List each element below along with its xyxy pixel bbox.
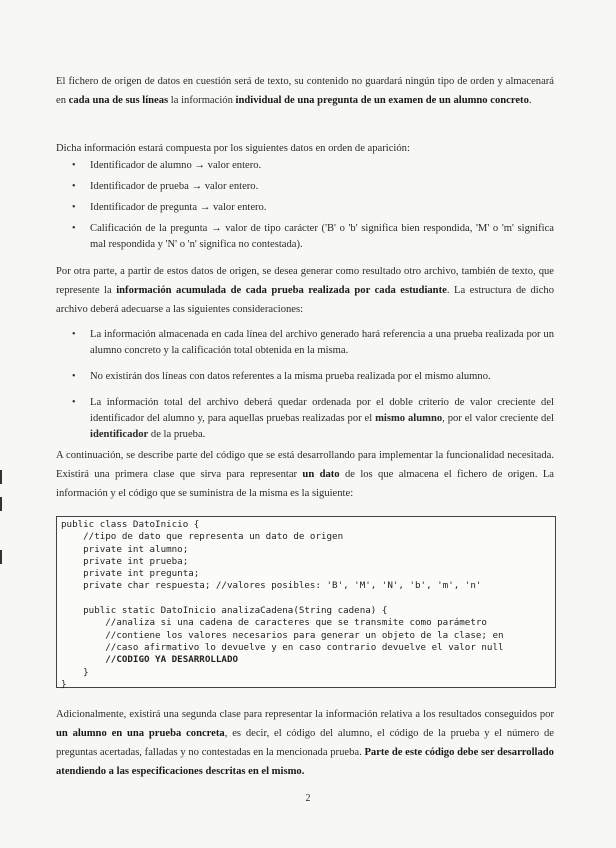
list-item: • Identificador de alumno → valor entero.: [56, 158, 554, 174]
code-comment-developed: //CODIGO YA DESARROLLADO: [61, 654, 239, 666]
list-item: • Identificador de prueba → valor entero.: [56, 179, 554, 195]
list-item: • Calificación de la pregunta → valor de tipo carácter ('B' o 'b' significa bien respondida, 'M' o 'm' significa mal respondida y 'N' o 'n' significa no contestada).: [56, 221, 554, 253]
paragraph-second-class: Adicionalmente, existirá una segunda clase para representar la información relativa a los resultados conseguidos por un alumno en una prueba concreta, es decir, el código del alumno, el código de la prueba y el número de preguntas acertadas, falladas y no contestadas en la mencionada prueba. Parte de este código debe ser desarrollado atendiendo a las especificaciones descritas en el mismo.: [56, 709, 554, 777]
bold-phrase: Parte de este código debe ser desarrollado atendiendo a las especificaciones descritas en el mismo.: [56, 747, 554, 777]
margin-mark: [0, 550, 2, 564]
bold-phrase: información acumulada de cada prueba realizada por cada estudiante: [116, 285, 447, 296]
paragraph-data-fields: Dicha información estará compuesta por los siguientes datos en orden de aparición:: [56, 143, 410, 154]
page-number: 2: [305, 793, 311, 804]
margin-mark: [0, 497, 2, 511]
list-item: • Identificador de pregunta → valor entero.: [56, 200, 554, 216]
list-item: • La información total del archivo deberá quedar ordenada por el doble criterio de valor creciente del identificador del alumno y, para aquellas pruebas realizadas por el mismo alumno, por el valor creciente del identificador de la prueba.: [56, 395, 554, 443]
code-listing: [56, 516, 556, 688]
bold-phrase: un dato: [302, 469, 340, 480]
paragraph-origin-file: El fichero de origen de datos en cuestión será de texto, su contenido no guardará ningún tipo de orden y almacenará en cada una de sus líneas la información individual de una pregunta de un examen de un alumno concreto.: [56, 76, 554, 106]
list-item: • No existirán dos líneas con datos referentes a la misma prueba realizada por el mismo alumno.: [56, 369, 554, 385]
bold-phrase: un alumno en una prueba concreta: [56, 728, 225, 739]
considerations-list: [56, 327, 554, 443]
paragraph-result-file: Por otra parte, a partir de estos datos de origen, se desea generar como resultado otro archivo, también de texto, que represente la información acumulada de cada prueba realizada por cada estudiante. La estructura de dicho archivo deberá adecuarse a las siguientes consideraciones:: [56, 266, 554, 315]
code-block: public class DatoInicio { //tipo de dato que representa un dato de origen private int alumno; private int prueba; private int pregunta; private char respuesta; //valores posibles: 'B', 'M', 'N', 'b', 'm', 'n' public static DatoInicio analizaCadena(String cadena) { //analiza si una cadena de caracteres que se transmite como parámetro //contiene los valores necesarios para generar un objeto de la clase; en //caso afirmativo lo devuelve y en caso contrario devuelve el valor null //CODIGO YA DESARROLLADO } }: [61, 519, 504, 690]
bold-phrase: cada una de sus líneas: [68, 95, 169, 106]
bold-phrase: identificador: [90, 429, 149, 440]
bold-phrase: mismo alumno: [375, 413, 443, 424]
bold-phrase: individual de una pregunta de un examen de un alumno concreto: [235, 95, 529, 106]
margin-mark: [0, 470, 2, 484]
list-item: • La información almacenada en cada línea del archivo generado hará referencia a una prueba realizada por un alumno concreto y la calificación total obtenida en la misma.: [56, 327, 554, 359]
paragraph-code-intro: A continuación, se describe parte del código que se está desarrollando para implementar la funcionalidad necesitada. Existirá una primera clase que sirva para representar un dato de los que almacena el fichero de origen. La información y el código que se suministra de la misma es la siguiente:: [56, 450, 555, 499]
field-list: [56, 158, 554, 253]
